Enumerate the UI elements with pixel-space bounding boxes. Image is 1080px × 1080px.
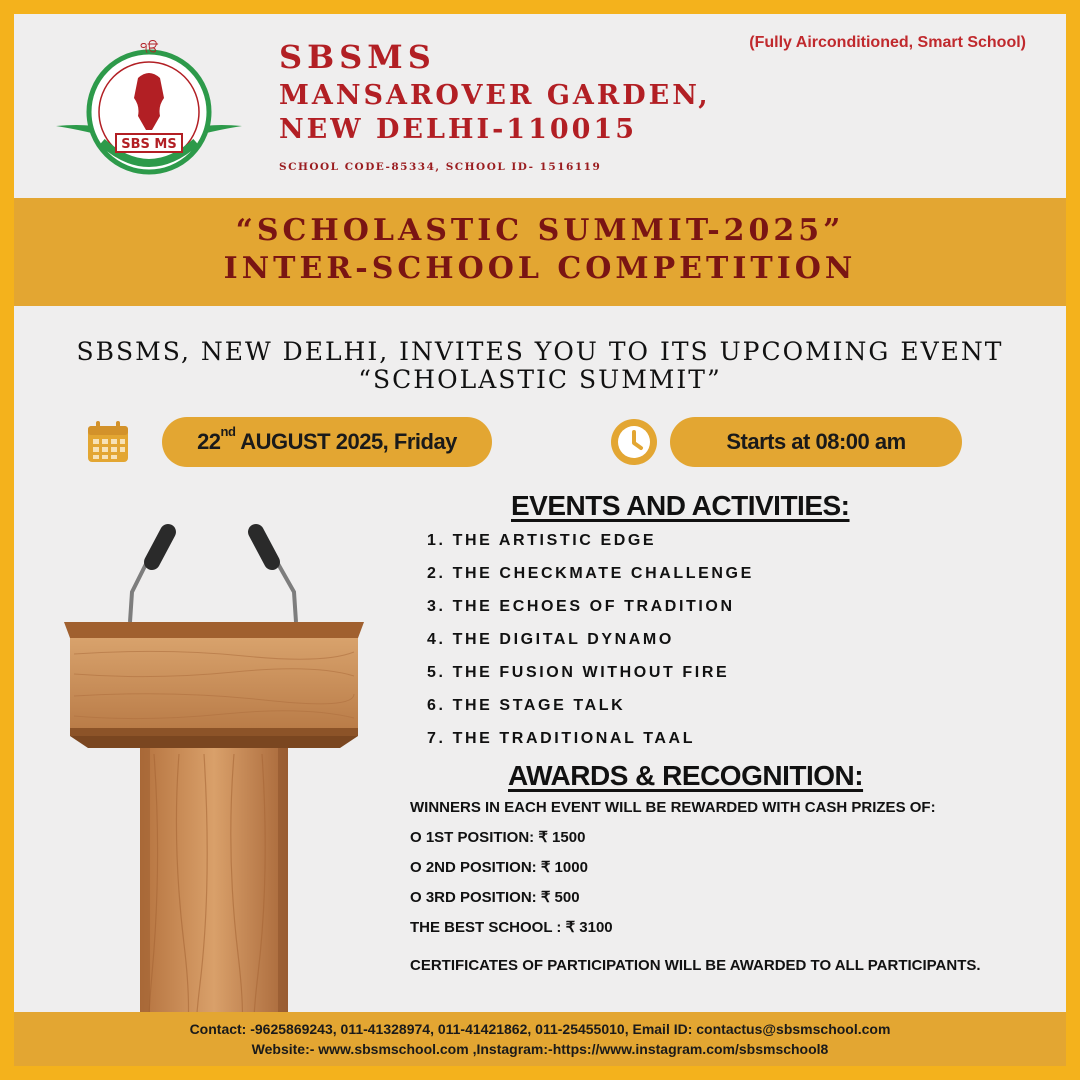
- certificates-note: CERTIFICATES OF PARTICIPATION WILL BE AWARDED TO ALL PARTICIPANTS.: [410, 957, 981, 974]
- calendar-icon: [86, 420, 130, 464]
- events-list: [427, 530, 754, 761]
- invitation-line1: SBSMS, NEW DELHI, INVITES YOU TO ITS UPCOMING EVENT: [76, 337, 1004, 366]
- list-item: 4. THE DIGITAL DYNAMO: [427, 631, 674, 648]
- awards-intro: WINNERS IN EACH EVENT WILL BE REWARDED WITH CASH PRIZES OF:: [410, 799, 936, 816]
- podium-illustration: [44, 504, 384, 1066]
- poster-content: [14, 14, 1066, 1066]
- invitation-line2: “SCHOLASTIC SUMMIT”: [358, 365, 722, 394]
- list-item: 1. THE ARTISTIC EDGE: [427, 532, 657, 549]
- footer: [14, 1012, 1066, 1066]
- awards-section: [410, 798, 1010, 980]
- school-name: SBSMS: [279, 38, 436, 76]
- svg-text:੧ੳ: ੧ੳ: [140, 40, 158, 56]
- invitation-text: [14, 338, 1066, 394]
- award-item: O 3RD POSITION: ₹ 500: [410, 889, 580, 906]
- event-subtitle: INTER-SCHOOL COMPETITION: [223, 251, 857, 286]
- school-logo: [54, 34, 244, 194]
- list-item: 5. THE FUSION WITHOUT FIRE: [427, 664, 730, 681]
- school-tagline: (Fully Airconditioned, Smart School): [749, 34, 1026, 51]
- event-title: “SCHOLASTIC SUMMIT-2025”: [235, 213, 845, 248]
- date-rest: AUGUST 2025, Friday: [235, 429, 457, 454]
- clock-icon: [610, 418, 658, 466]
- award-item: O 1ST POSITION: ₹ 1500: [410, 829, 586, 846]
- school-address-line2: NEW DELHI-110015: [279, 114, 638, 145]
- start-time-badge: Starts at 08:00 am: [670, 417, 962, 467]
- list-item: 6. THE STAGE TALK: [427, 697, 626, 714]
- title-band: [14, 198, 1066, 306]
- events-heading: EVENTS AND ACTIVITIES:: [511, 490, 850, 521]
- date-day: 22: [197, 429, 221, 454]
- list-item: 3. THE ECHOES OF TRADITION: [427, 598, 735, 615]
- school-address-line1: MANSAROVER GARDEN,: [279, 80, 711, 111]
- list-item: 7. THE TRADITIONAL TAAL: [427, 730, 696, 747]
- logo-text: SBS MS: [121, 137, 177, 152]
- website-info: Website:- www.sbsmschool.com ,Instagram:-https://www.instagram.com/sbsmschool8: [251, 1041, 829, 1057]
- school-code: SCHOOL CODE-85334, SCHOOL ID- 1516119: [279, 161, 602, 173]
- date-suffix: nd: [220, 424, 236, 439]
- awards-heading: AWARDS & RECOGNITION:: [508, 760, 864, 791]
- award-item: O 2ND POSITION: ₹ 1000: [410, 859, 588, 876]
- award-item: THE BEST SCHOOL : ₹ 3100: [410, 919, 613, 936]
- list-item: 2. THE CHECKMATE CHALLENGE: [427, 565, 754, 582]
- contact-info: Contact: -9625869243, 011-41328974, 011-41421862, 011-25455010, Email ID: contactus@sbsmschool.com: [189, 1021, 891, 1037]
- date-badge: [162, 417, 492, 467]
